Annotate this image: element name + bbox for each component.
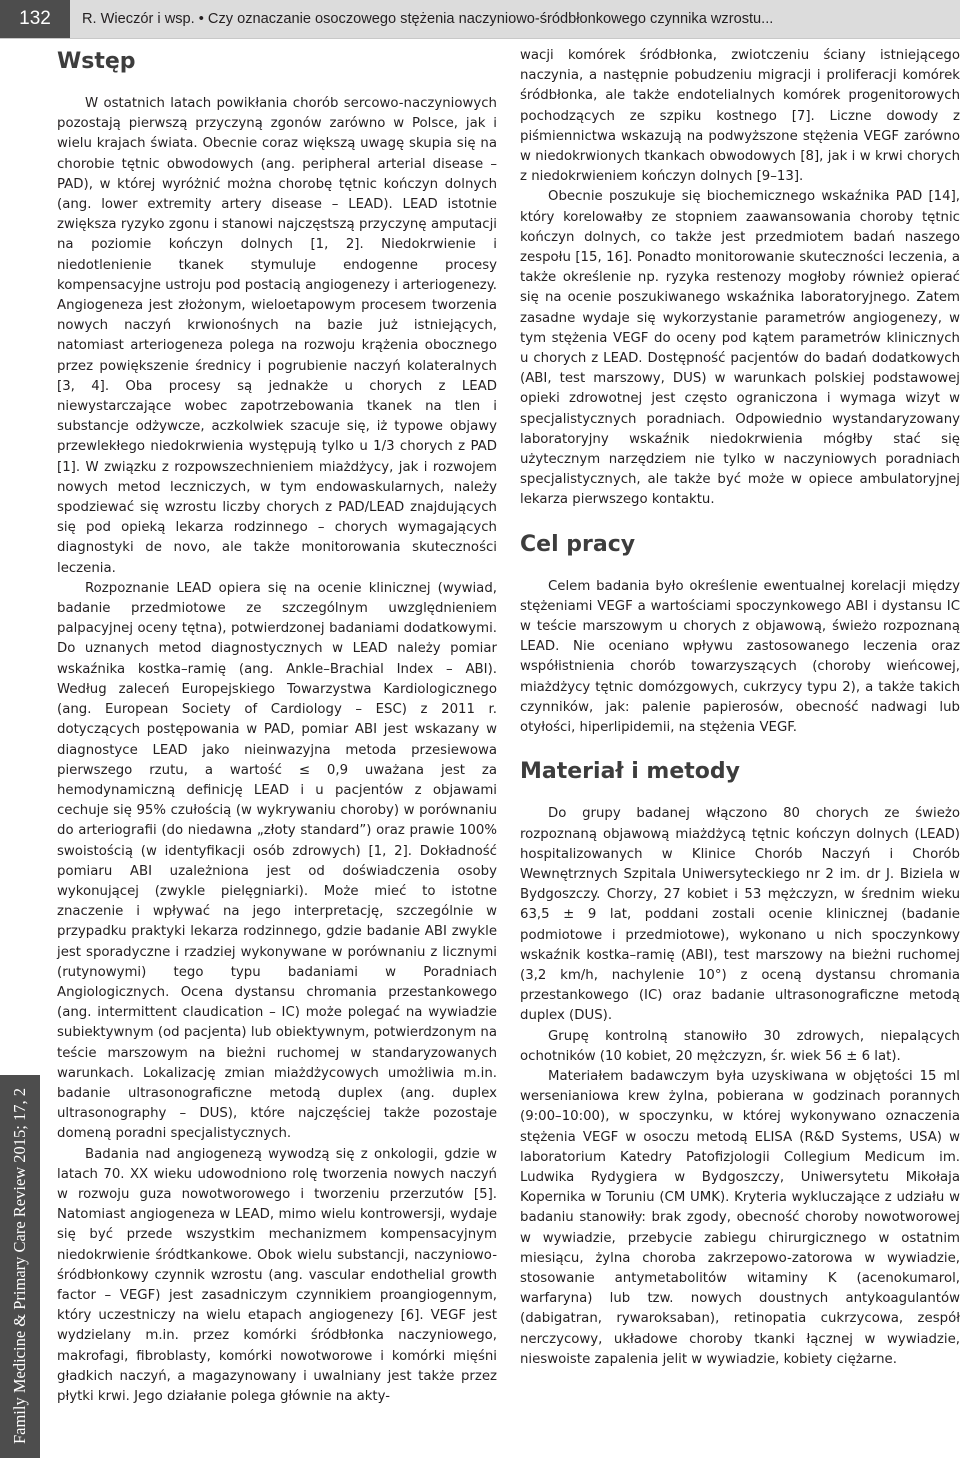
paragraph: Obecnie poszukuje się biochemicznego wskaźnika PAD [14], który korelowałby ze stopniem zaawansowania choroby tętnic kończyn dolnych, co także jest przedmiotem badań naszego zespołu [15, 16]. Ponadto monitorowanie skuteczności leczenia, a także określenie np. ryzyka restenozy mogłoby również opierać się na ocenie poszukiwanego wskaźnika laboratoryjnego. Zatem zasadne wydaje się wykorzystanie parametrów angiogenezy, w tym stężenia VEGF do oceny pod kątem parametrów klinicznych u chorych z LEAD. Dostępność pacjentów do badań dodatkowych (ABI, test marszowy, DUS) w warunkach polskiej podstawowej opieki zdrowotnej jest często ograniczona i wymaga wizyt w specjalistycznych poradniach. Odpowiednio wystandaryzowany laboratoryjny wskaźnik niedokrwienia mógłby stać się użytecznym narzędziem nie tylko w naczyniowych poradniach specjalistycznych, ale także być może w opiece ambulatoryjnej lekarza pierwszego kontaktu.	[520, 189, 960, 508]
paragraph: Do grupy badanej włączono 80 chorych ze świeżo rozpoznaną objawową miażdżycą tętnic kończyn dolnych (LEAD) hospitalizowanych w Klinice Chorób Naczyń i Chorób Wewnętrznych Szpitala Uniwersyteckiego nr 2 im. dr J. Biziela w Bydgoszczy. Chorzy, 27 kobiet i 53 mężczyzn, w średnim wieku 63,5 ± 9 lat, poddani zostali ocenie klinicznej (badanie podmiotowe i przedmiotowe), wykonano u nich spoczynkowy wskaźnik kostka–ramię (ABI), test marszowy na bieżni ruchomej (3,2 km/h, nachylenie 10°) z oceną dystansu chromania przestankowego (IC) oraz badanie ultrasonograficzne metodą duplex (DUS).	[520, 806, 960, 1024]
paragraph-continued: wacji komórek śródbłonka, zwiotczeniu ściany istniejącego naczynia, a następnie pobudzeniu migracji i proliferacji komórek śródbłonka, ale także endotelialnych komórek progenitorowych pochodzących ze szpiku kostnego [7]. Liczne dowody z piśmiennictwa wskazują na podwyższone stężenia VEGF zarówno w niedokrwionych tkankach obwodowych [8], jak i w krwi chorych z niedokrwieniem kończyn dolnych [9–13].	[520, 48, 960, 185]
paragraph: Celem badania było określenie ewentualnej korelacji między stężeniami VEGF a wartościami spoczynkowego ABI i dystansu IC w teście marszowym u chorych z objawową, świeżo rozpoznaną LEAD. Nie oceniano wpływu zastosowanego leczenia oraz współistnienia chorób towarzyszących (choroby wieńcowej, miażdżycy tętnic domózgowych, cukrzycy typu 2), a także takich czynników, jak: palenie papierosów, obecność nadwagi lub otyłości, hiperlipidemii, na stężenia VEGF.	[520, 578, 960, 736]
page-number: 132	[0, 0, 70, 38]
section-heading-introduction: Wstęp	[57, 49, 136, 74]
right-column	[520, 46, 960, 1370]
left-column	[57, 46, 497, 1407]
paragraph: W ostatnich latach powikłania chorób sercowo-naczyniowych pozostają pierwszą przyczyną zgonów zarówno w Polsce, jak i wielu krajach świata. Obecnie coraz większą uwagę skupia się na chorobie tętnic obwodowych (ang. peripheral arterial disease – PAD), w której wyróżnić można chorobę tętnic kończyn dolnych (ang. lower extremity artery disease – LEAD). LEAD istotnie zwiększa ryzyko zgonu i stanowi najczęstszą przyczynę amputacji na poziomie kończyn dolnych [1, 2]. Niedokrwienie i niedotlenienie tkanek stymuluje endogenne procesy kompensacyjne ustroju pod postacią angiogenezy i arteriogenezy. Angiogeneza jest złożonym, wieloetapowym procesem tworzenia nowych naczyń krwionośnych na bazie już istniejących, natomiast arteriogeneza polega na rozwoju krążenia obocznego przez powiększenie średnicy i pogrubienie naczyń kolateralnych [3, 4]. Oba procesy są jednakże u chorych z LEAD niewystarczające wobec zapotrzebowania tkanek na tlen i substancje odżywcze, aczkolwiek szacuje się, iż typowe objawy przewlekłego niedokrwienia występują tylko u 1/3 chorych z PAD [1]. W związku z rozpowszechnieniem miażdżycy, jak i rozwojem nowych metod leczniczych, w tym endowaskularnych, należy spodziewać się wzrostu liczby chorych z PAD/LEAD znajdujących się pod opieką lekarza rodzinnego – chorych wymagających diagnostyki de novo, ale także monitorowania skuteczności leczenia.	[57, 96, 497, 576]
section-heading-methods: Materiał i metody	[520, 759, 740, 785]
running-header	[0, 0, 960, 39]
paragraph: Grupę kontrolną stanowiło 30 zdrowych, niepalących ochotników (10 kobiet, 20 mężczyzn, śr. wiek 56 ± 6 lat).	[520, 1028, 960, 1064]
paragraph: Badania nad angiogenezą wywodzą się z onkologii, gdzie w latach 70. XX wieku udowodniono rolę tworzenia nowych naczyń w rozwoju guza nowotworowego i tworzeniu przerzutów [5]. Natomiast angiogeneza w LEAD, mimo wielu kontrowersji, wydaje się być przede wszystkim mechanizmem kompensacyjnym niedokrwienie śródtkankowe. Obok wielu substancji, naczyniowo-śródbłonkowy czynnik wzrostu (ang. vascular endothelial growth factor – VEGF) jest zasadniczym czynnikiem proangiogennym, który uczestniczy na wielu etapach angiogenezy [6]. VEGF jest wydzielany m.in. przez komórki śródbłonka naczyniowego, makrofagi, fibroblasty, komórki nowotworowe i komórki mięśni gładkich naczyń, a magazynowany i uwalniany jest także przez płytki krwi. Jego działanie polega głównie na akty-	[57, 1146, 497, 1404]
section-heading-aim: Cel pracy	[520, 531, 636, 557]
paragraph: Rozpoznanie LEAD opiera się na ocenie klinicznej (wywiad, badanie przedmiotowe ze szczególnym uwzględnieniem palpacyjnej oceny tętna), potwierdzonej badaniami dodatkowymi. Do uznanych metod diagnostycznych w LEAD należy pomiar wskaźnika kostka–ramię (ang. Ankle–Brachial Index – ABI). Według zaleceń Europejskiego Towarzystwa Kardiologicznego (ang. European Society of Cardiology – ESC) z 2011 r. dotyczących postępowania w PAD, pomiar ABI jest wskazany w diagnostyce LEAD jako nieinwazyjna metoda przesiewowa pierwszego rzutu, a wartość ≤ 0,9 uważana jest za hemodynamiczną definicję LEAD i u pacjentów z objawami cechuje się 95% czułością (w wykrywaniu choroby) w porównaniu do arteriografii (do niedawna „złoty standard”) oraz prawie 100% swoistością (w identyfikacji osób zdrowych) [1, 2]. Dokładność pomiaru ABI uzależniona jest od doświadczenia osoby wykonującej (zwykle pielęgniarki). Może mieć to istotne znaczenie i wpływać na jego interpretację, szczególnie w przypadku praktyki lekarza rodzinnego, gdzie badanie ABI zwykle jest sporadyczne i rzadziej wykonywane w porównaniu z licznymi (rutynowymi) tego typu badaniami w Poradniach Angiologicznych. Ocena dystansu chromania przestankowego (ang. intermittent claudication – IC) może polegać na wywiadzie subiektywnym (od pacjenta) lub obiektywnym, potwierdzonym na teście marszowym na bieżni ruchomej w standaryzowanych warunkach. Lokalizację zmian miażdżycowych umożliwia m.in. badanie ultrasonograficzne metodą duplex (ang. duplex ultrasonography – DUS), które najczęściej także pozostaje domeną poradni specjalistycznych.	[57, 580, 497, 1142]
running-head-title: R. Wieczór i wsp. • Czy oznaczanie osoczowego stężenia naczyniowo-śródbłonkowego czynnika wzrostu...	[82, 11, 774, 27]
journal-citation: Family Medicine & Primary Care Review 2015; 17, 2	[10, 1087, 29, 1445]
paragraph: Materiałem badawczym była uzyskiwana w objętości 15 ml wersenianiowa krew żylna, pobierana w godzinach porannych (9:00–10:00), w spoczynku, w której wykonywano oznaczenia stężenia VEGF w osoczu metodą ELISA (R&D Systems, USA) w laboratorium Katedry Patofizjologii Collegium Medicum im. Ludwika Rydygiera w Bydgoszczy, Uniwersytetu Mikołaja Kopernika w Toruniu (CM UMK). Kryteria wykluczające z udziału w badaniu stanowiły: brak zgody, obecność choroby nowotworowej w wywiadzie, przebycie zabiegu chirurgicznego w ostatnim miesiącu, żylna choroba zakrzepowo-zatorowa w wywiadzie, stosowanie antymetabolitów witaminy K (acenokumarol, warfaryna) lub tzw. nowych doustnych antykoagulantów (dabigatran, rywaroksaban), retinopatia cukrzycowa, zespół nerczycowy, układowe choroby tkanki łącznej w wywiadzie, nieswoiste zapalenia jelit w wywiadzie, kobiety ciężarne.	[520, 1068, 960, 1367]
